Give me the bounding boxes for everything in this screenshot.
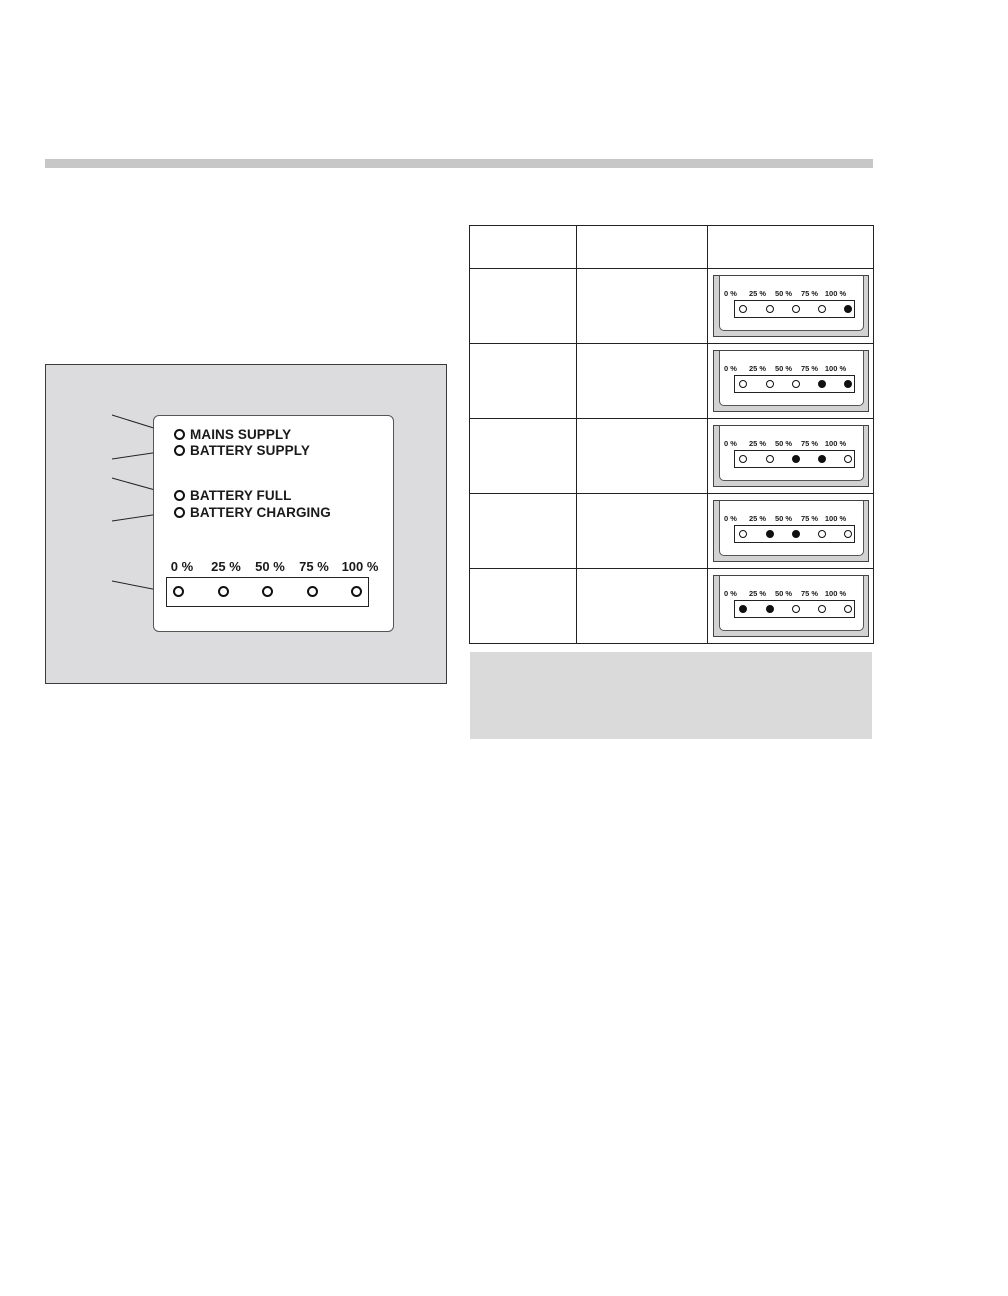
led-off-icon [739, 530, 747, 538]
table-header [470, 226, 577, 269]
led-off-icon [792, 605, 800, 613]
led-ring-icon [174, 429, 185, 440]
mini-percent-label: 75 % [800, 514, 819, 523]
mini-percent-label: 25 % [748, 439, 767, 448]
percent-label: 50 % [255, 559, 285, 574]
mini-percent-label: 75 % [800, 289, 819, 298]
table-row [470, 569, 874, 644]
mini-percent-label: 25 % [748, 289, 767, 298]
mini-percent-label: 50 % [774, 514, 793, 523]
mini-led-box [734, 300, 855, 318]
mini-percent-label: 25 % [748, 364, 767, 373]
mini-percent-label: 75 % [800, 439, 819, 448]
led-off-icon [766, 380, 774, 388]
table-cell [577, 494, 708, 569]
led-on-icon [844, 380, 852, 388]
led-ring-icon [173, 586, 184, 597]
led-ring-icon [262, 586, 273, 597]
indicator-battery-charging [174, 504, 331, 520]
led-off-icon [766, 455, 774, 463]
mini-percent-label: 50 % [774, 289, 793, 298]
table-cell [577, 419, 708, 494]
mini-percent-label: 100 % [824, 514, 847, 523]
mini-percent-label: 0 % [724, 589, 737, 598]
mini-display-screen [719, 276, 864, 331]
indicator-battery-supply [174, 442, 310, 458]
led-off-icon [792, 305, 800, 313]
percent-label: 75 % [299, 559, 329, 574]
table-row [470, 494, 874, 569]
mini-percent-labels [720, 514, 865, 524]
mini-led-box [734, 600, 855, 618]
table-cell [577, 269, 708, 344]
percent-label: 25 % [211, 559, 241, 574]
led-off-icon [792, 380, 800, 388]
mini-percent-label: 75 % [800, 589, 819, 598]
mini-percent-label: 50 % [774, 589, 793, 598]
mini-percent-label: 100 % [824, 439, 847, 448]
table-cell-display [708, 269, 874, 344]
led-off-icon [818, 605, 826, 613]
led-on-icon [739, 605, 747, 613]
mini-led-box [734, 525, 855, 543]
led-ring-icon [351, 586, 362, 597]
mini-display-panel [713, 575, 869, 637]
table-header-row [470, 226, 874, 269]
table-header [708, 226, 874, 269]
led-on-icon [792, 530, 800, 538]
mini-display-screen [719, 426, 864, 481]
mini-led-box [734, 375, 855, 393]
mini-display-screen [719, 351, 864, 406]
mini-percent-label: 100 % [824, 364, 847, 373]
mini-percent-label: 75 % [800, 364, 819, 373]
mini-display-panel [713, 425, 869, 487]
table-cell [470, 569, 577, 644]
table-cell [577, 344, 708, 419]
led-ring-icon [174, 507, 185, 518]
table-row [470, 269, 874, 344]
led-ring-icon [174, 445, 185, 456]
table-cell-display [708, 344, 874, 419]
indicator-panel-figure [45, 364, 447, 684]
led-on-icon [818, 380, 826, 388]
mini-percent-labels [720, 439, 865, 449]
top-rule [45, 159, 873, 168]
led-off-icon [739, 455, 747, 463]
table-row [470, 344, 874, 419]
mini-display-screen [719, 576, 864, 631]
charge-status-table [469, 225, 874, 644]
indicator-battery-full [174, 487, 291, 503]
mini-percent-label: 25 % [748, 514, 767, 523]
mini-percent-label: 100 % [824, 289, 847, 298]
charge-level-leds [166, 577, 369, 607]
percent-label: 100 % [341, 559, 379, 574]
indicator-label: MAINS SUPPLY [190, 426, 292, 442]
led-on-icon [844, 305, 852, 313]
mini-percent-label: 50 % [774, 439, 793, 448]
table-cell [470, 269, 577, 344]
table-cell-display [708, 419, 874, 494]
mini-percent-labels [720, 364, 865, 374]
led-off-icon [766, 305, 774, 313]
mini-led-box [734, 450, 855, 468]
display-panel [153, 415, 394, 632]
table-row [470, 419, 874, 494]
indicator-mains-supply [174, 426, 291, 442]
mini-percent-label: 0 % [724, 514, 737, 523]
note-box [470, 652, 872, 739]
indicator-label: BATTERY FULL [190, 487, 292, 503]
led-on-icon [766, 530, 774, 538]
table-cell-display [708, 569, 874, 644]
mini-percent-label: 100 % [824, 589, 847, 598]
mini-percent-label: 0 % [724, 439, 737, 448]
mini-display-panel [713, 500, 869, 562]
table-cell [577, 569, 708, 644]
indicator-label: BATTERY SUPPLY [190, 442, 310, 458]
mini-percent-label: 25 % [748, 589, 767, 598]
led-off-icon [844, 605, 852, 613]
mini-percent-label: 50 % [774, 364, 793, 373]
led-off-icon [818, 530, 826, 538]
table-cell [470, 494, 577, 569]
led-ring-icon [218, 586, 229, 597]
table-cell [470, 344, 577, 419]
charge-level-labels [164, 559, 389, 577]
indicator-label: BATTERY CHARGING [190, 504, 331, 520]
mini-display-panel [713, 275, 869, 337]
percent-label: 0 % [170, 559, 194, 574]
led-off-icon [739, 305, 747, 313]
mini-display-panel [713, 350, 869, 412]
led-off-icon [818, 305, 826, 313]
led-on-icon [792, 455, 800, 463]
mini-percent-label: 0 % [724, 289, 737, 298]
led-ring-icon [174, 490, 185, 501]
mini-percent-labels [720, 589, 865, 599]
mini-percent-label: 0 % [724, 364, 737, 373]
mini-display-screen [719, 501, 864, 556]
led-off-icon [844, 455, 852, 463]
table-cell [470, 419, 577, 494]
led-off-icon [844, 530, 852, 538]
led-on-icon [818, 455, 826, 463]
led-ring-icon [307, 586, 318, 597]
led-off-icon [739, 380, 747, 388]
mini-percent-labels [720, 289, 865, 299]
led-on-icon [766, 605, 774, 613]
table-header [577, 226, 708, 269]
table-cell-display [708, 494, 874, 569]
